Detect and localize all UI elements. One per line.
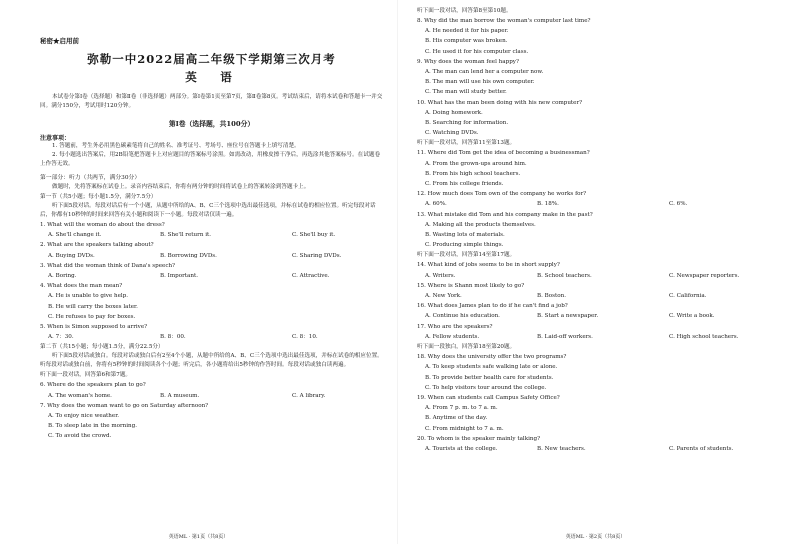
section-2-heading: 第二节（共15小题；每小题1.5分，满分22.5分） [40, 344, 164, 351]
exam-subject: 英 语 [185, 70, 238, 84]
option-b: B. 18%. [537, 201, 559, 208]
option-c: C. Newspaper reporters. [669, 272, 740, 279]
question-10: 10. What has the man been doing with his new computer? [417, 99, 583, 106]
option-c: C. Watching DVDs. [425, 130, 479, 137]
question-5-options [40, 332, 383, 342]
option-a: A. She'll change it. [48, 232, 102, 239]
option-b: B. Anytime of the day. [425, 415, 488, 422]
notice-item-2: 2. 每小题选出答案后，用2B铅笔把答题卡上对应题目的答案标号涂黑。如需改动，用橡皮擦干净后，再选涂其他答案标号。在试题卷上作答无效。 [40, 152, 381, 167]
option-c: C. To avoid the crowd. [48, 433, 112, 440]
question-3: 3. What did the woman think of Dana's speech? [40, 262, 176, 269]
question-19: 19. When can students call Campus Safety Office? [417, 394, 560, 401]
question-6: 6. Where do the speakers plan to go? [40, 382, 146, 389]
question-4: 4. What does the man mean? [40, 283, 123, 290]
option-a: A. Writers. [425, 272, 456, 279]
question-16-options [417, 311, 754, 321]
option-b: B. Boston. [537, 293, 567, 300]
option-b: B. His computer was broken. [425, 38, 508, 45]
option-a: A. The man can lend her a computer now. [425, 69, 544, 76]
option-a: A. 60%. [425, 201, 447, 208]
option-b: B. School teachers. [537, 272, 592, 279]
question-1: 1. What will the woman do about the dress? [40, 222, 165, 228]
question-15: 15. Where is Shann most likely to go? [417, 282, 525, 289]
listening-prompt: 听下面一段对话，回答第11至第13题。 [417, 140, 516, 147]
option-b: B. Wasting lots of materials. [425, 232, 505, 239]
option-a: A. Doing homework. [425, 109, 483, 116]
option-c: C. High school teachers. [669, 333, 739, 340]
option-c: C. Parents of students. [669, 445, 734, 452]
section-2-instruction: 听下面5段对话或独白。每段对话或独白后有2至4个小题，从题中所给的A、B、C三个选项中选出最佳选项，并标在试卷的相应位置。听每段对话或独白前，你将有5秒钟的时间阅读各个小题；听完后，各小题将给出5秒钟的作答时间。每段对话或独白读两遍。 [40, 353, 383, 369]
option-c: C. To help visitors tour around the college. [425, 384, 547, 391]
option-a: A. Continue his education. [425, 313, 500, 320]
section-1-instruction: 听下面5段对话。每段对话后有一个小题，从题中所给的A、B、C三个选项中选出最佳选项，并标在试卷的相应位置。听完每段对话后，你都有10秒钟的时间来回答有关小题和阅读下一小题。每段对话仅读一遍。 [40, 203, 376, 218]
question-1-options [40, 230, 383, 240]
option-a: A. Fellow students. [425, 333, 480, 340]
option-c: C. California. [669, 293, 707, 300]
option-b: B. Laid-off workers. [537, 333, 593, 340]
option-b: B. New teachers. [537, 445, 586, 452]
option-b: B. The man will use his own computer. [425, 79, 535, 86]
option-c: C. She'll buy it. [292, 232, 336, 239]
option-b: B. Start a newspaper. [537, 313, 599, 320]
listening-prompt: 听下面一段独白，回答第18至第20题。 [417, 344, 516, 351]
question-3-options [40, 271, 383, 281]
option-a: A. 7：30. [48, 334, 74, 341]
question-12: 12. How much does Tom own of the company he works for? [417, 191, 587, 198]
option-b: B. 8：00. [160, 334, 186, 341]
option-c: C. He used it for his computer class. [425, 48, 529, 55]
question-20-options [417, 444, 754, 454]
option-a: A. To enjoy nice weather. [48, 413, 120, 420]
option-c: C. Write a book. [669, 313, 715, 320]
option-a: A. From 7 p. m. to 7 a. m. [425, 405, 498, 412]
listening-prompt: 听下面一段对话，回答第8至第10题。 [417, 8, 512, 14]
option-c: C. A library. [292, 392, 326, 399]
section-1-heading: 第一节（共5小题；每小题1.5分，满分7.5分） [40, 194, 157, 200]
exam-intro: 本试卷分第Ⅰ卷（选择题）和第Ⅱ卷（非选择题）两部分。第Ⅰ卷第1页至第7页，第Ⅱ卷第8页。考试结束后，请将本试卷和答题卡一并交回。满分150分，考试用时120分钟。 [40, 94, 383, 109]
option-b: B. Borrowing DVDs. [160, 252, 217, 259]
question-13: 13. What mistake did Tom and his company make in the past? [417, 211, 593, 218]
option-c: C. The man will study better. [425, 89, 507, 96]
option-b: B. From his high school teachers. [425, 170, 521, 177]
question-12-options [417, 199, 754, 209]
option-b: B. Searching for information. [425, 120, 509, 127]
question-11: 11. Where did Tom get the idea of becoming a businessman? [417, 150, 590, 157]
option-a: A. New York. [425, 293, 462, 300]
option-a: A. To keep students safe walking late or alone. [425, 364, 558, 371]
page-footer: 英语ML · 第2页（共8页） [565, 534, 626, 540]
option-c: C. Sharing DVDs. [292, 252, 342, 259]
option-b: B. She'll return it. [160, 232, 212, 239]
option-a: A. Tourists at the college. [425, 445, 498, 452]
page-footer: 英语ML · 第1页（共8页） [168, 534, 229, 540]
question-17-options [417, 332, 754, 342]
question-8: 8. Why did the man borrow the woman's computer last time? [417, 18, 591, 24]
exam-title: 弥勒一中2022届高二年级下学期第三次月考 [87, 52, 336, 66]
option-b: B. To sleep late in the morning. [48, 423, 138, 430]
option-a: A. Boring. [48, 273, 77, 280]
option-c: C. Attractive. [292, 273, 330, 280]
option-c: C. Producing simple things. [425, 242, 504, 249]
option-b: B. To provide better health care for students. [425, 374, 554, 381]
page-2 [397, 0, 794, 544]
listening-prompt: 听下面一段对话，回答第14至第17题。 [417, 252, 516, 259]
notice-heading: 注意事项： [40, 135, 71, 142]
question-2: 2. What are the speakers talking about? [40, 242, 154, 249]
question-20: 20. To whom is the speaker mainly talking? [417, 435, 541, 442]
question-5: 5. When is Simon supposed to arrive? [40, 324, 148, 331]
volume-heading: 第Ⅰ卷（选择题，共100分） [168, 120, 255, 128]
option-c: C. 6%. [669, 201, 688, 208]
question-2-options [40, 251, 383, 261]
option-a: A. From the grown-ups around him. [425, 160, 527, 167]
listening-prompt: 听下面一段对话，回答第6和第7题。 [40, 372, 132, 379]
option-a: A. He is unable to give help. [48, 293, 129, 300]
part-instruction: 做题时，先将答案标在试卷上。录音内容结束后，你将有两分钟的时间将试卷上的答案转涂到答题卡上。 [52, 184, 310, 190]
question-17: 17. Who are the speakers? [417, 323, 493, 330]
question-7: 7. Why does the woman want to go on Saturday afternoon? [40, 402, 209, 409]
option-c: C. From midnight to 7 a. m. [425, 425, 504, 432]
option-c: C. He refuses to pay for boxes. [48, 313, 136, 320]
question-6-options [40, 391, 383, 401]
secret-label: 秘密★启用前 [40, 37, 79, 45]
option-a: A. Buying DVDs. [48, 252, 95, 259]
question-9: 9. Why does the woman feel happy? [417, 58, 519, 65]
option-a: A. The woman's home. [48, 392, 112, 399]
question-18: 18. Why does the university offer the two programs? [417, 354, 567, 361]
part-heading: 第一部分：听力（共两节，满分30分） [40, 175, 141, 181]
option-b: B. He will carry the boxes later. [48, 303, 138, 310]
option-b: B. Important. [160, 273, 199, 280]
question-14-options [417, 271, 754, 281]
question-16: 16. What does James plan to do if he can't find a job? [417, 303, 568, 310]
option-c: C. From his college friends. [425, 181, 504, 188]
option-a: A. He needed it for his paper. [425, 28, 509, 35]
option-c: C. 8：10. [292, 334, 318, 341]
question-14: 14. What kind of jobs seems to be in short supply? [417, 262, 560, 269]
option-a: A. Making all the products themselves. [425, 221, 536, 228]
notice-item-1: 1. 答题前，考生务必用黑色碳素笔将自己的姓名、准考证号、考场号、座位号在答题卡上填写清楚。 [52, 143, 300, 149]
option-b: B. A museum. [160, 392, 200, 399]
question-15-options [417, 291, 754, 301]
